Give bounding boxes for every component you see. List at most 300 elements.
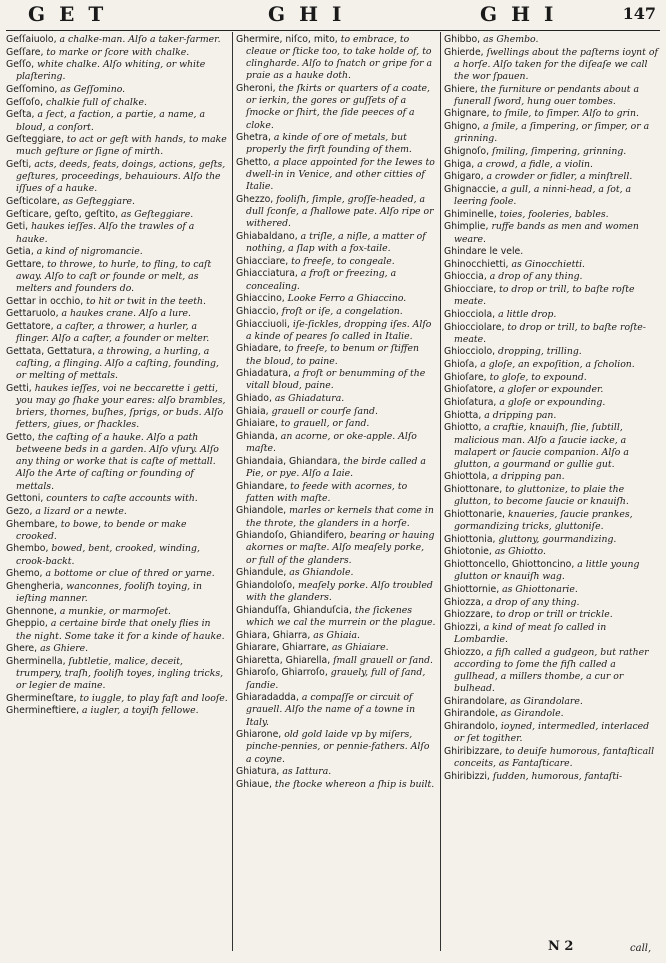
dictionary-entry (444, 384, 660, 396)
entry-definition: meaſely porke. Alſo troubled with the glanders. (246, 579, 433, 604)
entry-definition: the ſtocke whereon a ſhip is built. (271, 778, 435, 790)
dictionary-entry (236, 231, 436, 255)
dictionary-entry (444, 209, 660, 221)
dictionary-entry (444, 708, 660, 720)
entry-definition: a chalke-man. Alſo a taker-farmer. (56, 34, 221, 45)
column-divider (232, 32, 233, 951)
dictionary-entry (236, 132, 436, 156)
dictionary-entry (236, 194, 436, 230)
column-2 (236, 34, 436, 935)
dictionary-entry (236, 293, 436, 305)
running-head-left: GET (28, 2, 118, 26)
dictionary-entry (6, 321, 228, 345)
entry-headword: Ghiandoloſo, (236, 579, 296, 591)
entry-headword: Geſſoſo, (6, 96, 44, 108)
dictionary-entry (444, 359, 660, 371)
entry-definition: a craftie, knauiſh, ſlie, ſubtill, malicious man. Alſo a ſaucie iacke, a malapert or ſaucie companion. Alſo a glutton, a gourmand or gullie gut. (454, 422, 629, 470)
entry-definition: haukes ieſſes, voi ne beccarette i getti, you may go ſhake your eares: alſo brambles, briers, thornes, buſhes, ſprigs, or buds. Alſo fetters, giues, or ſhackles. (16, 382, 226, 431)
entry-headword: Ghimplie, (444, 221, 489, 233)
entry-definition: dropping, trilling. (495, 346, 582, 358)
dictionary-entry (236, 343, 436, 367)
entry-headword: Ghembare, (6, 518, 58, 530)
entry-definition: to hit or twit in the teeth. (83, 295, 206, 307)
catchword: call, (630, 943, 652, 954)
entry-definition: old gold laide vp by miſers, pinche-pennies, or pennie-fathers. Alſo a coyne. (246, 729, 430, 765)
dictionary-entry (444, 534, 660, 546)
entry-headword: Geſteggiare, (6, 134, 64, 146)
entry-definition: the ſkirts or quarters of a coate, or ierkin, the gores or guſſets of a ſmocke or ſhirt, the ſide peeces of a cloke. (246, 83, 431, 131)
entry-definition: a dripping pan. (489, 471, 565, 483)
entry-headword: Ghiaccino, (236, 293, 285, 305)
dictionary-entry (444, 309, 660, 321)
entry-headword: Ghigaro, (444, 171, 484, 183)
entry-headword: Ghiozzi, (444, 621, 481, 633)
entry-definition: as Geſſomino. (57, 84, 126, 96)
dictionary-entry (6, 581, 228, 605)
entry-headword: Ghioſa, (444, 359, 478, 371)
dictionary-entry (444, 597, 660, 609)
entry-headword: Ghiaccio, (236, 305, 279, 317)
entry-headword: Ghiocciolare, (444, 321, 505, 333)
entry-headword: Ghiara, Ghiarra, (236, 629, 311, 641)
entry-definition: a ſect, a faction, a partie, a name, a bloud, a conſort. (16, 109, 205, 133)
dictionary-entry (236, 729, 436, 765)
dictionary-entry (444, 146, 660, 158)
entry-definition: ioyned, intermedled, interlaced or ſet togither. (454, 721, 650, 745)
entry-headword: Ghiandule, (236, 567, 287, 579)
entry-definition: as Geſteggiare. (59, 196, 135, 208)
entry-headword: Ghiozzare, (444, 609, 494, 621)
entry-definition: to act or geſt with hands, to make much geſture or ſigne of mirth. (16, 134, 227, 158)
dictionary-entry (6, 606, 228, 618)
entry-definition: gluttony, gourmandizing. (495, 533, 617, 545)
entry-headword: Ghiottonia, (444, 533, 496, 545)
entry-definition: a gloſe, an expoſition, a ſcholion. (477, 359, 635, 371)
dictionary-entry (6, 493, 228, 505)
entry-headword: Ghignare, (444, 108, 490, 120)
entry-definition: toies, fooleries, bables. (496, 208, 609, 220)
entry-definition: iſe-ſickles, dropping iſes. Alſo a kinde of peares ſo called in Italie. (246, 318, 432, 342)
entry-definition: to drop or trill, to baſte roſte-meate. (454, 321, 646, 345)
entry-definition: a triſle, a niſle, a matter of nothing, a ſlap with a fox-taile. (246, 231, 426, 255)
entry-headword: Ghennone, (6, 605, 57, 617)
dictionary-entry (236, 567, 436, 579)
entry-headword: Ghignaccie, (444, 183, 499, 195)
entry-headword: Gettaruolo, (6, 308, 59, 320)
column-1 (6, 34, 228, 935)
entry-definition: as Ghiaia. (310, 629, 360, 641)
entry-headword: Ghiere, (444, 83, 478, 95)
entry-definition: fooliſh, ſimple, groſſe-headed, a dull ſconſe, a ſhallowe pate. Alſo ripe or withered. (246, 194, 434, 230)
dictionary-entry (444, 108, 660, 120)
entry-definition: a place appointed for the Iewes to dwell-in in Venice, and other citties of Italie. (246, 157, 435, 193)
dictionary-entry (444, 246, 660, 258)
entry-headword: Ghiottoncello, Ghiottoncino, (444, 559, 575, 571)
entry-definition: a crowd, a fidle, a violin. (474, 158, 594, 170)
entry-definition: to gluttonize, to plaie the glutton, to become ſaucie or knauiſh. (454, 484, 629, 508)
dictionary-entry (444, 221, 660, 245)
entry-headword: Ghiarone, (236, 729, 282, 741)
entry-headword: Getti, (6, 382, 32, 394)
entry-definition: a haukes crane. Alſo a lure. (58, 308, 192, 320)
entry-headword: Gherminella, (6, 655, 66, 667)
entry-definition: a kinde of ore of metals, but properly the firſt founding of them. (246, 132, 412, 156)
entry-headword: Ghiocciolo, (444, 346, 496, 358)
entry-definition: a drop of any thing. (486, 271, 583, 283)
entry-headword: Ghiminelle, (444, 208, 497, 220)
dictionary-entry (444, 647, 660, 696)
entry-headword: Ghioſatura, (444, 397, 497, 409)
entry-headword: Ghiottola, (444, 471, 490, 483)
dictionary-entry (444, 696, 660, 708)
entry-headword: Ghengheria, (6, 580, 64, 592)
entry-definition: to feede with acornes, to fatten with maſte. (246, 480, 408, 504)
entry-definition: a ſmile, a ſimpering, or ſimper, or a grinning. (454, 121, 650, 145)
dictionary-entry (444, 622, 660, 646)
entry-headword: Getto, (6, 432, 35, 443)
entry-definition: as Girandolare. (507, 695, 583, 707)
entry-definition: to freeſe, to congeale. (288, 255, 395, 267)
entry-definition: ſmiling, ſimpering, grinning. (489, 145, 627, 157)
dictionary-entry (444, 47, 660, 83)
dictionary-entry (444, 746, 660, 770)
dictionary-entry (236, 418, 436, 430)
entry-headword: Ghirandolare, (444, 695, 508, 707)
entry-definition: a little young glutton or knauiſh wag. (454, 559, 640, 583)
dictionary-entry (236, 481, 436, 505)
entry-definition: a throwing, a hurling, a caſting, a flinging. Alſo a caſting, founding, or melting of mettals. (16, 345, 219, 382)
entry-headword: Ghiadatura, (236, 368, 291, 380)
page-number: 147 (622, 4, 656, 23)
entry-headword: Ghetto, (236, 157, 271, 169)
dictionary-entry (444, 121, 660, 145)
entry-definition: a little drop. (495, 308, 557, 320)
dictionary-entry (236, 530, 436, 566)
entry-definition: a kind of nigromancie. (33, 246, 143, 258)
dictionary-entry (236, 605, 436, 629)
entry-headword: Ghetra, (236, 132, 271, 144)
dictionary-entry (444, 422, 660, 471)
entry-headword: Ghiaia, (236, 405, 269, 417)
entry-headword: Ghibbo, (444, 34, 481, 45)
entry-headword: Geſſomino, (6, 84, 58, 96)
entry-definition: a lizard or a newte. (32, 505, 127, 517)
dictionary-entry (6, 432, 228, 493)
entry-headword: Ghierde, (444, 46, 484, 58)
dictionary-entry (6, 618, 228, 642)
entry-definition: ſudden, humorous, fantaſti- (489, 770, 623, 782)
dictionary-entry (236, 630, 436, 642)
entry-headword: Geti, (6, 221, 29, 233)
entry-headword: Gettoni, (6, 493, 44, 505)
dictionary-entry (236, 256, 436, 268)
entry-headword: Geſta, (6, 109, 35, 121)
entry-definition: as Iattura. (279, 766, 332, 778)
dictionary-entry (6, 196, 228, 208)
dictionary-entry (444, 284, 660, 308)
entry-definition: to gloſe, to expound. (486, 371, 587, 383)
entry-headword: Ghiotonie, (444, 546, 492, 558)
entry-headword: Ghiandole, (236, 505, 287, 517)
dictionary-entry (6, 519, 228, 543)
dictionary-entry (444, 721, 660, 745)
entry-headword: Getia, (6, 246, 34, 258)
dictionary-entry (6, 568, 228, 580)
dictionary-entry (444, 159, 660, 171)
entry-definition: as Ghiere. (37, 643, 89, 655)
dictionary-entry (444, 34, 660, 46)
dictionary-entry (6, 84, 228, 96)
dictionary-entry (6, 59, 228, 83)
entry-definition: a gloſer or expounder. (495, 384, 604, 396)
entry-headword: Ghiadare, (236, 343, 282, 355)
entry-definition: to drop or trill or trickle. (493, 609, 613, 621)
entry-headword: Ghiaiare, (236, 418, 278, 430)
dictionary-entry (444, 484, 660, 508)
entry-headword: Ghinocchietti, (444, 258, 509, 270)
entry-headword: Ghiga, (444, 158, 475, 170)
entry-headword: Ghiribizzare, (444, 745, 503, 757)
entry-definition: to grauell, or ſand. (277, 418, 370, 430)
header-rule (6, 30, 660, 31)
entry-definition: as Ghiadatura. (271, 393, 345, 405)
entry-headword: Ghezzo, (236, 194, 274, 206)
entry-headword: Ghiandaia, Ghiandara, (236, 455, 341, 467)
dictionary-entry (6, 656, 228, 692)
entry-definition: a fiſh called a gudgeon, but rather according to ſome the fiſh called a gullhead, a millers thombe, a cur or bulhead. (454, 646, 649, 695)
entry-headword: Ghiottornie, (444, 583, 500, 595)
entry-definition: the ſickenes which we cal the murrein or the plague. (246, 604, 436, 628)
dictionary-entry (444, 546, 660, 558)
dictionary-entry (236, 306, 436, 318)
dictionary-entry (444, 259, 660, 271)
running-head (0, 0, 666, 30)
entry-headword: Ghere, (6, 643, 38, 655)
entry-definition: haukes ieſſes. Alſo the trawles of a hauke. (16, 221, 195, 245)
entry-headword: Ghioſare, (444, 371, 487, 383)
dictionary-entry (6, 259, 228, 295)
dictionary-entry (6, 383, 228, 432)
dictionary-entry (444, 184, 660, 208)
dictionary-entry (236, 692, 436, 728)
entry-definition: grauell or courſe ſand. (268, 405, 378, 417)
entry-headword: Ghiandoſo, Ghiandifero, (236, 530, 347, 542)
entry-definition: ſubtletie, malice, deceit, trumpery, traſh, fooliſh toyes, ingling tricks, or legier de maine. (16, 655, 224, 692)
signature-mark: N 2 (548, 939, 574, 954)
entry-definition: froſt or iſe, a congelation. (278, 305, 403, 317)
entry-definition: the birde called a Pie, or pye. Alſo a Iaie. (246, 455, 426, 479)
entry-headword: Ghiozza, (444, 596, 484, 608)
entry-headword: Ghiacciuoli, (236, 318, 290, 330)
entry-headword: Ghiozzo, (444, 646, 484, 658)
entry-headword: Gettar in occhio, (6, 295, 84, 307)
column-divider (440, 32, 441, 951)
entry-headword: Ghioſatore, (444, 384, 496, 396)
entry-definition: as Ghiotto. (491, 546, 546, 558)
entry-definition: to ſmile, to ſimper. Alſo to grin. (489, 108, 639, 120)
column-3 (444, 34, 660, 935)
entry-definition: as Ghembo. (480, 34, 539, 45)
dictionary-entry (6, 209, 228, 221)
entry-headword: Ghiaroſo, Ghiarroſo, (236, 667, 328, 679)
dictionary-entry (444, 171, 660, 183)
dictionary-entry (6, 543, 228, 567)
entry-definition: acts, deeds, feats, doings, actions, geſts, geſtures, proceedings, behauiours. Alſo the iſſues of a hauke. (16, 159, 226, 195)
dictionary-entry (6, 693, 228, 705)
dictionary-entry (236, 642, 436, 654)
dictionary-entry (444, 471, 660, 483)
entry-headword: Geſti, (6, 159, 32, 171)
entry-headword: Ghirandole, (444, 708, 498, 720)
entry-definition: as Geſteggiare. (118, 208, 194, 220)
entry-headword: Gettata, Gettatura, (6, 345, 96, 357)
entry-definition: a gloſe or expounding. (496, 397, 606, 409)
dictionary-entry (6, 705, 228, 717)
dictionary-entry (236, 580, 436, 604)
dictionary-entry (6, 47, 228, 59)
entry-headword: Ghiabaldano, (236, 231, 298, 242)
dictionary-entry (236, 368, 436, 392)
entry-definition: a compaſſe or circuit of grauell. Alſo the name of a towne in Italy. (246, 692, 416, 728)
entry-definition: the caſting of a hauke. Alſo a path betweene beds in a garden. Alſo vſury. Alſo any thing or worke that is caſte of mettall. Alſo the Arte of caſting or founding of mettals. (16, 432, 219, 492)
dictionary-entry (6, 134, 228, 158)
entry-definition: as Ghiottonarie. (499, 583, 578, 595)
entry-definition: a certaine birde that onely flies in the night. Some take it for a kinde of hauke. (16, 618, 225, 642)
entry-headword: Ghiotto, (444, 422, 482, 434)
dictionary-entry (6, 159, 228, 195)
entry-definition: ruffe bands as men and women weare. (454, 221, 639, 245)
dictionary-entry (236, 34, 436, 83)
dictionary-entry (444, 559, 660, 583)
entry-headword: Geſticolare, (6, 196, 60, 208)
entry-definition: a drop of any thing. (483, 596, 580, 608)
entry-definition: ſmall grauell or ſand. (330, 654, 434, 666)
entry-definition: Looke Ferro a Ghiaccino. (284, 293, 407, 305)
entry-definition: counters to caſte accounts with. (43, 493, 198, 505)
entry-definition: a gull, a ninni-head, a ſot, a leering foole. (454, 183, 632, 208)
dictionary-entry (6, 643, 228, 655)
entry-headword: Ghiado, (236, 393, 272, 405)
entry-headword: Ghiandare, (236, 480, 288, 492)
entry-headword: Ghermineſtare, (6, 692, 77, 704)
dictionary-entry (236, 505, 436, 529)
dictionary-entry (236, 319, 436, 343)
entry-headword: Ghiaradadda, (236, 692, 299, 704)
entry-headword: Gheroni, (236, 83, 276, 95)
entry-definition: a crowder or fidler, a minſtrell. (483, 171, 633, 183)
entry-headword: Ghianda, (236, 431, 278, 442)
dictionary-entry (236, 766, 436, 778)
dictionary-entry (236, 393, 436, 405)
entry-definition: to throwe, to hurle, to fling, to caſt away. Alſo to caſt or founde or melt, as melters and founders do. (16, 258, 212, 295)
dictionary-entry (236, 456, 436, 480)
dictionary-entry (444, 410, 660, 422)
entry-headword: Ghianduſſa, Ghianduſcia, (236, 604, 352, 616)
entry-headword: Ghermineftiere, (6, 705, 80, 717)
entry-headword: Ghiotta, (444, 409, 482, 421)
entry-definition: bowed, bent, crooked, winding, crook-backt. (16, 543, 200, 567)
entry-definition: chalkie full of chalke. (43, 96, 147, 108)
dictionary-entry (444, 322, 660, 346)
running-head-right: GHI (480, 2, 568, 26)
dictionary-entry (236, 406, 436, 418)
entry-definition: wanconnes, fooliſh toying, in ieſting manner. (16, 580, 203, 605)
dictionary-entry (236, 268, 436, 292)
entry-definition: a froſt or freezing, a concealing. (246, 268, 397, 292)
dictionary-entry (6, 506, 228, 518)
entry-headword: Ghiocciare, (444, 284, 497, 296)
entry-definition: as Ginocchietti. (508, 258, 586, 270)
entry-definition: white chalke. Alſo whiting, or white plaſtering. (16, 59, 206, 83)
dictionary-entry (444, 84, 660, 108)
dictionary-entry (236, 667, 436, 691)
entry-definition: knaueries, ſaucie prankes, gormandizing tricks, gluttoniſe. (454, 508, 633, 533)
entry-headword: Ghiocciola, (444, 308, 496, 320)
dictionary-entry (444, 372, 660, 384)
entry-definition: to drop or trill, to baſte roſte meate. (454, 284, 635, 308)
dictionary-entry (236, 431, 436, 455)
entry-headword: Geſticare, geſto, geſtito, (6, 208, 119, 220)
dictionary-entry (444, 346, 660, 358)
entry-definition: marles or kernels that come in the throte, the glanders in a horſe. (246, 505, 434, 529)
entry-headword: Ghiribizzi, (444, 770, 490, 782)
entry-headword: Ghigno, (444, 121, 481, 133)
entry-definition: to bowe, to bende or make crooked. (16, 518, 187, 542)
entry-headword: Ghiottonare, (444, 484, 503, 496)
entry-definition: to embrace, to cleaue or ſticke too, to take holde of, to clingharde. Alſo to ſnatch or gripe for a praie as a hauke doth. (246, 34, 433, 82)
entry-headword: Ghirandolo, (444, 721, 498, 733)
dictionary-entry (6, 296, 228, 308)
entry-headword: Geſſare, (6, 46, 44, 58)
entry-definition: as Girandole. (497, 708, 564, 720)
entry-definition: a munkie, or marmoſet. (56, 605, 171, 617)
entry-headword: Ghignoſo, (444, 145, 490, 157)
entry-definition: ſwellings about the paſterns ioynt of a horſe. Alſo taken for the diſeaſe we call the wor ſpauen. (454, 46, 658, 82)
entry-definition: grauely, full of ſand, ſandie. (246, 667, 426, 691)
entry-headword: Geſſaiuolo, (6, 34, 57, 45)
entry-definition: a caſter, a thrower, a hurler, a flinger. Alſo a caſter, a founder or melter. (16, 321, 210, 345)
entry-definition: as Ghiaiare. (329, 642, 389, 654)
entry-headword: Gezo, (6, 505, 33, 517)
entry-headword: Ghemo, (6, 568, 43, 580)
dictionary-entry (236, 655, 436, 667)
entry-definition: to deuiſe humorous, fantaſticall conceits, as Fantaſticare. (454, 745, 655, 770)
dictionary-entry (444, 271, 660, 283)
dictionary-entry (444, 771, 660, 783)
entry-definition: a iugler, a toyiſh fellowe. (79, 705, 199, 717)
dictionary-entry (236, 83, 436, 132)
dictionary-entry (236, 779, 436, 791)
dictionary-entry (6, 346, 228, 382)
dictionary-entry (444, 397, 660, 409)
entry-headword: Ghiaretta, Ghiarella, (236, 654, 331, 666)
entry-definition: bearing or hauing akornes or maſte. Alſo meaſely porke, or full of the glanders. (246, 530, 435, 566)
entry-headword: Ghermire, niſco, mito, (236, 34, 338, 45)
entry-headword: Ghioccia, (444, 271, 487, 283)
dictionary-entry (6, 246, 228, 258)
entry-definition: a dripping pan. (481, 409, 557, 421)
entry-headword: Ghiacciatura, (236, 268, 298, 280)
dictionary-entry (236, 157, 436, 193)
entry-headword: Ghiaue, (236, 778, 272, 790)
entry-definition: to iuggle, to play faſt and looſe. (76, 692, 228, 704)
entry-headword: Ghindare le vele. (444, 246, 524, 258)
entry-headword: Ghiottonarie, (444, 508, 506, 520)
entry-headword: Gettare, (6, 258, 45, 270)
dictionary-entry (6, 97, 228, 109)
entry-definition: the furniture or pendants about a funerall ſword, hung ouer tombes. (454, 83, 639, 107)
entry-definition: a froſt or benumming of the vitall bloud, paine. (246, 368, 426, 392)
